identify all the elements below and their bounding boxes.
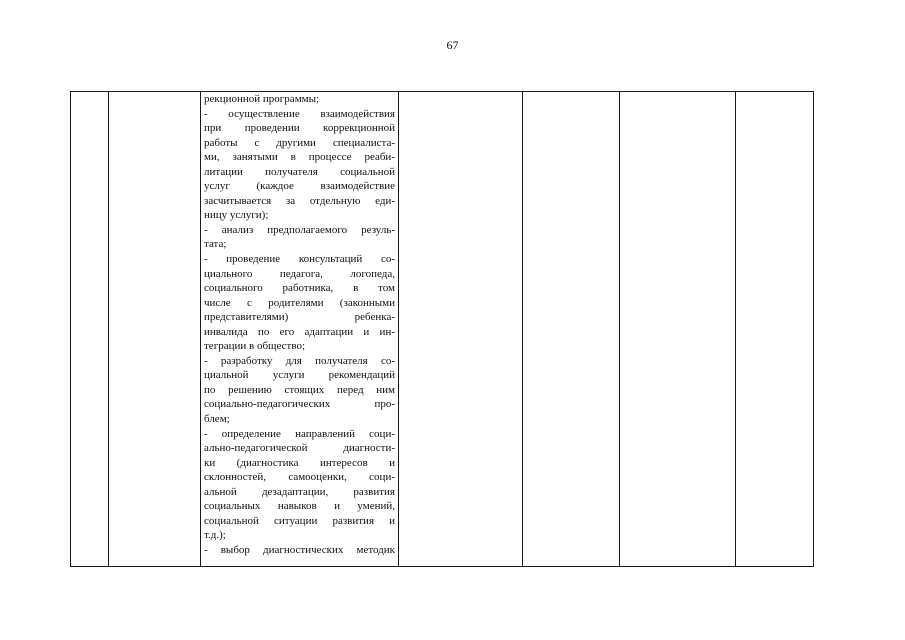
description-line: - разработку для получателя со- [204,354,395,367]
description-line: альной дезадаптации, развития [204,485,395,498]
description-line: литации получателя социальной [204,165,395,178]
description-line: ми, занятыми в процессе реаби- [204,151,395,164]
description-line: социальных навыков и умений, [204,500,395,513]
cell-service-description [201,92,399,567]
description-line: ки (диагностика интересов и [204,456,395,469]
description-line: ально-педагогической диагности- [204,442,395,455]
table-row [71,92,814,567]
description-line: представителями) ребенка- [204,311,395,324]
description-line: - проведение консультаций со- [204,253,395,266]
cell-number [71,92,109,567]
description-line: при проведении коррекционной [204,122,395,135]
description-line: - определение направлений соци- [204,427,395,440]
page-number: 67 [446,38,459,52]
description-line: теграции в общество; [204,340,306,353]
description-line: инвалида по его адаптации и ин- [204,325,395,338]
cell-column-7 [736,92,814,567]
cell-column-5 [523,92,620,567]
description-line: социального работника, в том [204,282,395,295]
description-line: рекционной программы; [204,93,320,105]
cell-column-6 [620,92,736,567]
description-line: циального педагога, логопеда, [204,267,395,280]
description-line: т.д.); [204,529,226,542]
cell-service-name [109,92,201,567]
services-table [70,91,814,567]
description-line: циальной услуги рекомендаций [204,369,395,382]
description-line: засчитывается за отдельную еди- [204,194,395,207]
description-line: ницу услуги); [204,209,269,222]
description-line: - осуществление взаимодействия [204,107,395,120]
description-line: социально-педагогических про- [204,398,395,411]
description-line: - выбор диагностических методик [204,543,395,556]
description-line: числе с родителями (законными [204,296,395,309]
description-line: блем; [204,413,230,426]
description-line: услуг (каждое взаимодействие [204,180,395,193]
description-line: социальной ситуации развития и [204,514,395,527]
description-line: по решению стоящих перед ним [204,383,395,396]
description-line: тата; [204,238,227,251]
description-line: склонностей, самооценки, соци- [204,471,395,484]
cell-column-4 [399,92,523,567]
description-line: работы с другими специалиста- [204,136,395,149]
description-line: - анализ предполагаемого резуль- [204,223,395,236]
